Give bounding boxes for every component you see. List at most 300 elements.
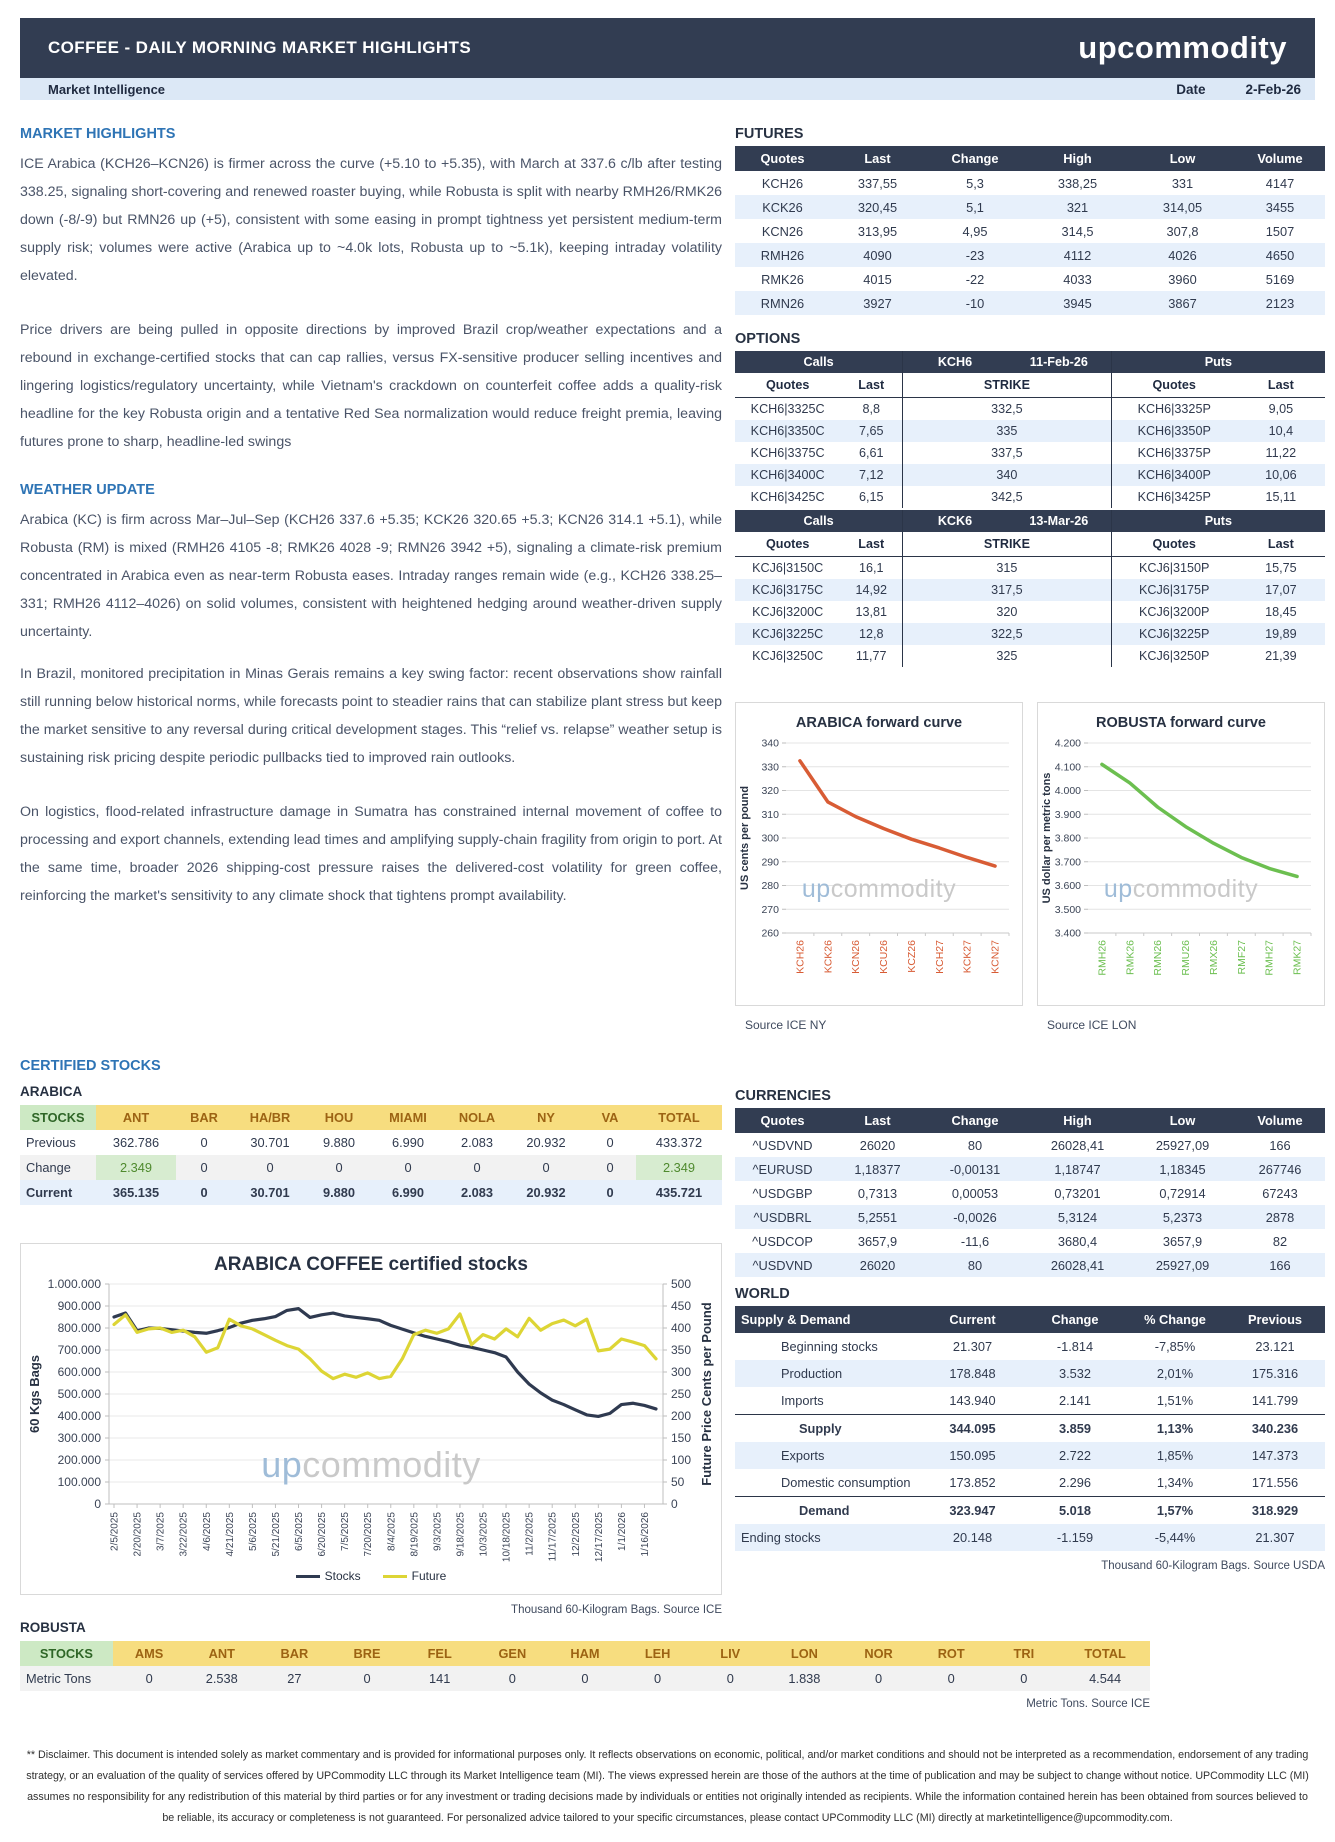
robusta-forward-curve-chart: [1037, 702, 1325, 1006]
put-last-cell: 15,11: [1265, 490, 1297, 504]
low-cell: 5,2373: [1162, 1209, 1203, 1225]
table-row: [735, 1181, 1325, 1205]
pct-change-cell: 1,51%: [1156, 1393, 1194, 1408]
column-header: NOR: [842, 1641, 915, 1666]
svg-text:300: 300: [671, 1365, 692, 1379]
table-row: [735, 291, 1325, 315]
options-heading: OPTIONS: [735, 331, 801, 347]
value-cell: 0: [1020, 1671, 1028, 1686]
pct-change-cell: -5,44%: [1154, 1530, 1196, 1545]
currencies-heading: CURRENCIES: [735, 1088, 831, 1104]
value-cell: 0: [404, 1160, 412, 1175]
svg-text:RMH27: RMH27: [1263, 940, 1276, 976]
table-row: [735, 219, 1325, 243]
value-cell: 0: [335, 1160, 343, 1175]
svg-text:300: 300: [761, 832, 779, 845]
current-cell: 178.848: [949, 1366, 996, 1381]
value-cell: 0: [606, 1185, 614, 1200]
quote-cell: ^USDBRL: [753, 1209, 812, 1225]
column-header: Current: [920, 1306, 1025, 1333]
quote-cell: ^EURUSD: [752, 1161, 813, 1177]
high-cell: 321: [1066, 199, 1089, 215]
column-header: LON: [767, 1641, 843, 1666]
column-header: NOLA: [446, 1105, 508, 1130]
column-header: % Change: [1125, 1306, 1225, 1333]
column-header: High: [1025, 146, 1130, 171]
quote-table: [735, 146, 1325, 315]
value-cell: 0: [145, 1671, 153, 1686]
options-row: [735, 557, 1325, 580]
change-cell: 3.859: [1025, 1415, 1125, 1443]
svg-text:RMX26: RMX26: [1207, 940, 1220, 976]
strike-cell: 335: [903, 420, 1112, 442]
column-header: ANT: [96, 1105, 176, 1130]
svg-text:350: 350: [671, 1343, 692, 1357]
column-header: FEL: [403, 1641, 476, 1666]
certified-stocks-heading: CERTIFIED STOCKS: [20, 1058, 161, 1074]
column-header: Change: [1025, 1306, 1125, 1333]
column-header: Change: [925, 146, 1025, 171]
options-row: [735, 398, 1325, 421]
put-quote-cell: KCJ6|3225P: [1138, 627, 1210, 641]
table-row: [735, 267, 1325, 291]
value-cell: 1.838: [788, 1671, 821, 1686]
svg-text:KCH26: KCH26: [794, 940, 807, 974]
last-cell: 4090: [863, 247, 892, 263]
call-quote-cell: KCH6|3375C: [750, 446, 825, 460]
value-cell: 0: [606, 1135, 614, 1150]
change-cell: 0,00053: [951, 1185, 999, 1201]
change-cell: 2.141: [1058, 1393, 1092, 1408]
pct-change-cell: 1,34%: [1156, 1475, 1194, 1490]
column-header: Volume: [1235, 146, 1325, 171]
column-header: MIAMI: [370, 1105, 446, 1130]
current-cell: 143.940: [949, 1393, 996, 1408]
market-highlights-paragraph-2: Price drivers are being pulled in opposite directions by improved Brazil crop/weather expectations and a rebound in exchange-certified stocks that can cap rallies, versus FX-sensitive producer selling incentives and lingering logistics/regulatory uncertainty, while Vietnam's crackdown on counterfeit coffee adds a quality-risk headline for the key Robusta origin and a tentative Red Sea normalization would reduce freight premia, leaving futures prone to sharp, headline-led swings: [20, 322, 722, 450]
stocks-row: [20, 1130, 722, 1155]
legend-item: [383, 1569, 447, 1583]
change-cell: 5.018: [1025, 1497, 1125, 1525]
futures-heading: FUTURES: [735, 126, 804, 142]
stocks-row: [20, 1666, 1150, 1691]
row-label: Change: [26, 1160, 71, 1175]
puts-header: Puts: [1111, 351, 1325, 373]
table-row: [735, 1205, 1325, 1229]
arabica-stocks-table: [20, 1105, 722, 1205]
last-cell: 5,2551: [857, 1209, 898, 1225]
robusta-stocks-table: [20, 1641, 1150, 1691]
arabica-curve-plot: [736, 735, 1022, 993]
stocks-table: [20, 1641, 1150, 1691]
previous-cell: 175.316: [1251, 1366, 1299, 1381]
value-cell: 2.349: [636, 1155, 722, 1180]
svg-text:800.000: 800.000: [57, 1321, 101, 1335]
call-last-cell: 7,65: [858, 424, 884, 438]
column-header: TOTAL: [636, 1105, 722, 1130]
value-cell: 0: [508, 1671, 516, 1686]
contract-expiry-cell: [903, 351, 1112, 373]
svg-text:100: 100: [671, 1453, 692, 1467]
options-row: [735, 442, 1325, 464]
calls-header: Calls: [735, 510, 903, 532]
world-row: [735, 1469, 1325, 1497]
options-tables: [735, 351, 1325, 667]
legend-label: Future: [411, 1569, 447, 1583]
robusta-stocks-section: [20, 1620, 1150, 1710]
svg-text:1.000.000: 1.000.000: [47, 1277, 101, 1291]
low-cell: 4026: [1168, 247, 1197, 263]
table-row: [735, 1157, 1325, 1181]
table-header-row: [20, 1105, 722, 1130]
column-header: VA: [584, 1105, 636, 1130]
value-cell: 0: [581, 1671, 589, 1686]
high-cell: 3945: [1063, 295, 1092, 311]
column-header: NY: [508, 1105, 584, 1130]
svg-text:12/2/2025: 12/2/2025: [570, 1512, 582, 1557]
pct-change-cell: 1,13%: [1125, 1415, 1225, 1443]
pct-change-cell: 2,01%: [1156, 1366, 1194, 1381]
strike-cell: 317,5: [903, 579, 1112, 601]
last-cell: 26020: [859, 1257, 896, 1273]
low-cell: 331: [1171, 175, 1194, 191]
current-cell: 20.148: [952, 1530, 993, 1545]
arabica-source: Source ICE NY: [745, 1018, 827, 1032]
svg-text:11/2/2025: 11/2/2025: [524, 1512, 536, 1556]
column-header: BRE: [331, 1641, 404, 1666]
column-header: Low: [1130, 1108, 1235, 1133]
last-cell: 4015: [863, 271, 892, 287]
current-cell: 173.852: [949, 1475, 996, 1490]
weather-paragraph-1: Arabica (KC) is firm across Mar–Jul–Sep (KCH26 337.6 +5.35; KCK26 320.65 +5.3; KCN26 314.1 +5.1), while Robusta (RM) is mixed (RMH26 4105 -8; RMK26 4028 -9; RMN26 3942 +5), signaling a climate-risk premium concentrated in Arabica even as near-term Robusta eases. Intraday ranges remain wide (e.g., KCH26 338.25–331; RMH26 4112–4026) on solid volumes, consistent with heightened hedging around weather-driven supply uncertainty.: [20, 512, 722, 640]
change-cell: -10: [965, 295, 985, 311]
options-row: [735, 601, 1325, 623]
quote-cell: ^USDVND: [752, 1137, 813, 1153]
volume-cell: 267746: [1258, 1161, 1302, 1177]
table-header-row: [735, 146, 1325, 171]
watermark: upcommodity: [261, 1444, 481, 1485]
column-header: ANT: [185, 1641, 258, 1666]
put-quote-cell: KCH6|3375P: [1137, 446, 1211, 460]
strike-cell: 325: [903, 645, 1112, 667]
pct-change-cell: 1,85%: [1156, 1448, 1194, 1463]
row-label: Metric Tons: [26, 1671, 92, 1686]
change-cell: 5,3: [966, 175, 984, 191]
puts-header: Puts: [1111, 510, 1325, 532]
high-cell: 5,3124: [1057, 1209, 1098, 1225]
futures-table: [735, 146, 1325, 315]
change-cell: -11,6: [960, 1233, 990, 1249]
column-header: HAM: [549, 1641, 622, 1666]
main-chart-plot: [21, 1276, 721, 1566]
value-cell: 0: [726, 1671, 734, 1686]
column-header: BAR: [258, 1641, 331, 1666]
strike-cell: 332,5: [903, 398, 1112, 421]
robusta-curve-title: ROBUSTA forward curve: [1096, 715, 1266, 731]
options-row: [735, 464, 1325, 486]
low-cell: 3867: [1168, 295, 1197, 311]
change-cell: 2.296: [1058, 1475, 1092, 1490]
put-quote-cell: KCJ6|3150P: [1138, 561, 1210, 575]
column-header: Volume: [1235, 1108, 1325, 1133]
quote-cell: KCH26: [761, 175, 804, 191]
svg-text:200.000: 200.000: [57, 1453, 101, 1467]
put-last-cell: 21,39: [1265, 649, 1297, 663]
column-header: Change: [925, 1108, 1025, 1133]
column-header: Quotes: [735, 373, 840, 398]
column-header: Last: [1237, 373, 1325, 398]
table-header-row: [20, 1641, 1150, 1666]
call-quote-cell: KCJ6|3225C: [752, 627, 824, 641]
svg-text:300.000: 300.000: [57, 1431, 101, 1445]
column-header: Quotes: [1111, 532, 1236, 557]
value-cell: 0: [266, 1160, 274, 1175]
value-cell: 141: [429, 1671, 451, 1686]
svg-text:10/18/2025: 10/18/2025: [501, 1512, 513, 1563]
column-header: High: [1025, 1108, 1130, 1133]
main-chart-title: ARABICA COFFEE certified stocks: [214, 1254, 528, 1275]
change-cell: -23: [965, 247, 985, 263]
row-label: Ending stocks: [741, 1530, 821, 1545]
volume-cell: 2123: [1265, 295, 1295, 311]
world-row: [735, 1360, 1325, 1387]
currencies-section: [735, 1088, 1325, 1277]
call-last-cell: 11,77: [855, 649, 887, 663]
put-quote-cell: KCJ6|3250P: [1138, 649, 1210, 663]
table-row: [735, 195, 1325, 219]
chart-sources: [735, 1018, 1325, 1032]
put-last-cell: 10,4: [1268, 424, 1294, 438]
row-label: Imports: [781, 1393, 824, 1408]
put-last-cell: 9,05: [1268, 402, 1294, 416]
svg-text:700.000: 700.000: [57, 1343, 101, 1357]
value-cell: 2.083: [460, 1185, 494, 1200]
value-cell: 0: [606, 1160, 614, 1175]
put-quote-cell: KCH6|3400P: [1137, 468, 1211, 482]
column-header: Quotes: [735, 146, 830, 171]
svg-text:330: 330: [761, 761, 779, 774]
quote-cell: RMN26: [760, 295, 805, 311]
svg-text:8/4/2025: 8/4/2025: [386, 1512, 398, 1551]
column-header: Last: [830, 146, 925, 171]
certified-stocks-chart: [20, 1243, 722, 1595]
column-header: TRI: [988, 1641, 1061, 1666]
arabica-label: ARABICA: [20, 1084, 83, 1099]
value-cell: 20.932: [526, 1185, 566, 1200]
svg-text:400: 400: [671, 1321, 692, 1335]
contract-code: KCH6: [937, 355, 973, 369]
call-quote-cell: KCJ6|3175C: [752, 583, 824, 597]
svg-text:RMU26: RMU26: [1180, 940, 1193, 976]
value-cell: 365.135: [112, 1185, 160, 1200]
options-row: [735, 486, 1325, 508]
svg-text:4/21/2025: 4/21/2025: [224, 1512, 236, 1557]
strike-cell: 337,5: [903, 442, 1112, 464]
options-table: [735, 351, 1325, 508]
column-header: GEN: [476, 1641, 549, 1666]
strike-cell: 320: [903, 601, 1112, 623]
low-cell: 0,72914: [1159, 1185, 1206, 1201]
svg-text:60 Kgs Bags: 60 Kgs Bags: [27, 1354, 42, 1434]
contract-code: KCK6: [937, 514, 973, 528]
svg-text:3/22/2025: 3/22/2025: [178, 1512, 190, 1557]
change-cell: 4,95: [962, 223, 988, 239]
market-highlights-paragraph-1: ICE Arabica (KCH26–KCN26) is firmer across the curve (+5.10 to +5.35), with March at 337.6 c/lb after testing 338.25, signaling short-covering and renewed roaster buying, while Robusta is split with nearby RMH26/RMK26 down (-8/-9) but RMN26 up (+5), consistent with some easing in prompt tightness yet persistent medium-term supply risk; volumes were active (Arabica up to ~4.0k lots, Robusta up to ~5.1k), keeping intraday volatility elevated.: [20, 156, 722, 284]
high-cell: 314,5: [1061, 223, 1094, 239]
svg-text:900.000: 900.000: [57, 1299, 101, 1313]
value-cell: 9.880: [322, 1185, 356, 1200]
column-header: Last: [840, 532, 902, 557]
subheader-bar: [20, 78, 1315, 100]
date-label: Date: [1176, 81, 1206, 97]
column-header: Quotes: [735, 532, 840, 557]
legend-swatch: [296, 1575, 320, 1578]
previous-cell: 21.307: [1255, 1530, 1295, 1545]
options-band-row: [735, 351, 1325, 373]
row-label: Production: [781, 1366, 843, 1381]
last-cell: 3657,9: [857, 1233, 898, 1249]
stocks-table: [20, 1105, 722, 1205]
svg-text:6/5/2025: 6/5/2025: [294, 1512, 306, 1551]
options-table: [735, 510, 1325, 667]
quote-cell: KCN26: [761, 223, 804, 239]
world-row: [735, 1524, 1325, 1551]
world-row: [735, 1333, 1325, 1360]
change-cell: -0,00131: [949, 1161, 1001, 1177]
market-intelligence-label: Market Intelligence: [48, 81, 166, 97]
world-section: [735, 1286, 1325, 1572]
stocks-row: [20, 1155, 722, 1180]
report-title: COFFEE - DAILY MORNING MARKET HIGHLIGHTS: [48, 38, 472, 57]
arabica-curve-title: ARABICA forward curve: [795, 715, 963, 731]
pct-change-cell: 1,57%: [1125, 1497, 1225, 1525]
world-table: [735, 1306, 1325, 1551]
quote-cell: RMH26: [760, 247, 805, 263]
svg-text:2/20/2025: 2/20/2025: [132, 1512, 144, 1557]
world-row: [735, 1497, 1325, 1525]
options-row: [735, 623, 1325, 645]
strike-cell: 342,5: [903, 486, 1112, 508]
volume-cell: 166: [1269, 1137, 1291, 1153]
watermark: upcommodity: [801, 875, 957, 903]
call-last-cell: 14,92: [855, 583, 887, 597]
previous-cell: 340.236: [1225, 1415, 1325, 1443]
svg-text:KCU26: KCU26: [878, 940, 891, 974]
call-last-cell: 13,81: [855, 605, 887, 619]
call-quote-cell: KCH6|3350C: [750, 424, 825, 438]
quote-cell: RMK26: [761, 271, 804, 287]
low-cell: 1,18345: [1159, 1161, 1206, 1177]
strike-cell: 340: [903, 464, 1112, 486]
change-cell: -22: [965, 271, 985, 287]
value-cell: 0: [200, 1135, 208, 1150]
brand-logo: upcommodity: [1078, 30, 1287, 65]
svg-text:3.900: 3.900: [1054, 808, 1081, 821]
svg-text:200: 200: [671, 1409, 692, 1423]
table-row: [735, 1229, 1325, 1253]
disclaimer: ** Disclaimer. This document is intended solely as market commentary and is provided for informational purposes only. It reflects observations on economic, political, and/or market conditions and should not be interpreted as a recommendation, endorsement of any trading strategy, or an evaluation of the quality of services offered by UPCommodity LLC through its Market Intelligence team (MI). The views expressed herein are those of the authors at the time of publication and may be subject to change without notice. UPCommodity LLC (MI) assumes no responsibility for any redistribution of this material by third parties or for any investment or trading decisions made by individuals or entities not originally intended as recipients. While the information contained herein has been obtained from sources believed to be reliable, its accuracy or completeness is not guaranteed. For personalized advice tailored to your specific circumstances, please contact UPCommodity LLC (MI) directly at marketintelligence@upcommodity.com.: [26, 1749, 1309, 1824]
svg-text:400.000: 400.000: [57, 1409, 101, 1423]
quote-cell: ^USDGBP: [752, 1185, 813, 1201]
value-cell: 30.701: [250, 1185, 290, 1200]
value-cell: 30.701: [250, 1135, 290, 1150]
svg-text:Future Price Cents per Pound: Future Price Cents per Pound: [699, 1302, 714, 1486]
expiry-date: 13-Mar-26: [1029, 514, 1089, 528]
strike-cell: 322,5: [903, 623, 1112, 645]
svg-text:RMK27: RMK27: [1291, 940, 1304, 976]
svg-text:320: 320: [761, 785, 779, 797]
svg-text:3.800: 3.800: [1054, 832, 1081, 845]
robusta-label: ROBUSTA: [20, 1620, 86, 1635]
value-cell: 2.083: [460, 1135, 494, 1150]
svg-text:RMH26: RMH26: [1096, 940, 1109, 976]
quote-cell: KCK26: [762, 199, 803, 215]
call-last-cell: 6,15: [858, 490, 884, 504]
column-header: STRIKE: [903, 373, 1112, 398]
change-cell: 5,1: [966, 199, 984, 215]
value-cell: 9.880: [322, 1135, 356, 1150]
value-cell: 2.349: [96, 1155, 176, 1180]
weather-paragraph-3: On logistics, flood-related infrastructure damage in Sumatra has constrained internal movement of coffee to processing and export channels, extending lead times and amplifying supply-chain fragility from origin to port. At the same time, broader 2026 shipping-cost pressure raises the delivered-cost volatility for green coffee, reinforcing the market's sensitivity to any climate shock that tightens prompt availability.: [20, 804, 722, 904]
svg-text:7/5/2025: 7/5/2025: [340, 1512, 352, 1551]
volume-cell: 4650: [1265, 247, 1295, 263]
market-highlights-heading: MARKET HIGHLIGHTS: [20, 126, 176, 142]
value-cell: 0: [200, 1160, 208, 1175]
svg-text:250: 250: [671, 1387, 692, 1401]
high-cell: 3680,4: [1057, 1233, 1098, 1249]
put-quote-cell: KCH6|3350P: [1137, 424, 1211, 438]
robusta-curve-plot: [1038, 735, 1324, 993]
svg-text:10/3/2025: 10/3/2025: [478, 1512, 490, 1557]
svg-text:3.500: 3.500: [1054, 903, 1081, 916]
svg-text:4/6/2025: 4/6/2025: [201, 1512, 213, 1551]
options-band-row: [735, 510, 1325, 532]
last-cell: 1,18377: [854, 1161, 901, 1177]
svg-text:450: 450: [671, 1299, 692, 1313]
previous-cell: 147.373: [1251, 1448, 1299, 1463]
svg-text:500: 500: [671, 1277, 692, 1291]
value-cell: 6.990: [391, 1185, 425, 1200]
arabica-forward-curve-chart: [735, 702, 1023, 1006]
high-cell: 26028,41: [1050, 1257, 1105, 1273]
legend-swatch: [383, 1575, 407, 1578]
table-row: [735, 171, 1325, 195]
column-header: LIV: [694, 1641, 767, 1666]
svg-text:100.000: 100.000: [57, 1475, 101, 1489]
svg-text:11/17/2025: 11/17/2025: [547, 1512, 559, 1562]
change-cell: -1.814: [1056, 1339, 1094, 1354]
options-subheader-row: [735, 532, 1325, 557]
volume-cell: 2878: [1265, 1209, 1295, 1225]
contract-expiry-cell: [903, 510, 1112, 532]
svg-text:290: 290: [761, 856, 779, 869]
robusta-caption: Metric Tons. Source ICE: [1026, 1698, 1150, 1710]
row-label: Current: [26, 1185, 73, 1200]
high-cell: 4033: [1063, 271, 1092, 287]
svg-text:260: 260: [761, 927, 779, 940]
change-cell: -1.159: [1056, 1530, 1094, 1545]
previous-cell: 318.929: [1225, 1497, 1325, 1525]
volume-cell: 67243: [1262, 1185, 1298, 1201]
value-cell: 27: [287, 1671, 302, 1686]
call-last-cell: 16,1: [858, 561, 884, 575]
column-header: Supply & Demand: [735, 1306, 920, 1333]
call-last-cell: 8,8: [862, 402, 880, 416]
value-cell: 433.372: [655, 1135, 703, 1150]
change-cell: 80: [967, 1257, 983, 1273]
svg-text:50: 50: [671, 1475, 685, 1489]
robusta-source: Source ICE LON: [1047, 1018, 1137, 1032]
main-chart-legend: [21, 1569, 721, 1583]
